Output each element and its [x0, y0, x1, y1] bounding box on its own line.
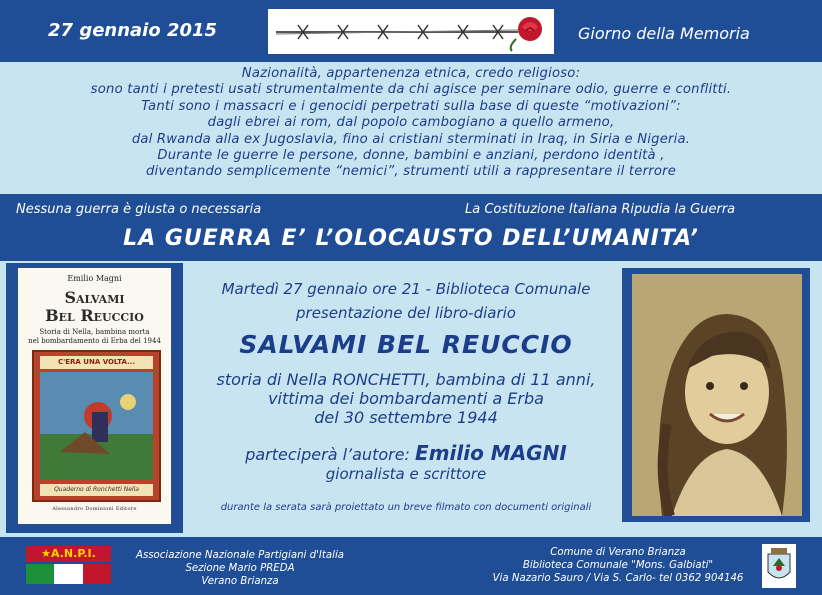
footer-right-line1: Comune di Verano Brianza: [550, 547, 686, 558]
quote-line: Tanti sono i massacri e i genocidi perpetrati sulla base di queste “motivazioni”:: [141, 98, 681, 114]
quote-line: Durante le guerre le persone, donne, bambini e anziani, perdono identità ,: [157, 148, 665, 164]
girl-portrait-icon: [632, 274, 802, 516]
italian-flag-icon: [26, 564, 111, 584]
book-title-line2: Bel Reuccio: [45, 306, 144, 325]
barbed-wire-banner: [268, 9, 554, 54]
town-crest-icon: [762, 544, 796, 588]
fairytale-scene-icon: [40, 372, 153, 480]
event-story-line2: vittima dei bombardamenti a Erba: [268, 389, 544, 408]
slogan-right: La Costituzione Italiana Ripudia la Guerra: [465, 202, 736, 217]
quote-line: dal Rwanda alla ex Jugoslavia, fino ai cristiani sterminati in Iraq, in Siria e Nigeria.: [131, 131, 691, 147]
event-story-line3: del 30 settembre 1944: [314, 408, 498, 427]
quote-line: dagli ebrei ai rom, dal popolo cambogiano a quello armeno,: [207, 115, 615, 131]
book-title-line1: Salvami: [64, 288, 125, 307]
book-publisher: Alessandro Dominioni Editore: [52, 506, 137, 512]
book-author: Emilio Magni: [67, 274, 122, 283]
event-author-line: [190, 441, 622, 465]
event-when: Martedì 27 gennaio ore 21 - Biblioteca Comunale: [221, 280, 591, 298]
quote-line: Nazionalità, appartenenza etnica, credo religioso:: [241, 66, 581, 81]
main-slogan: LA GUERRA E’ L’OLOCAUSTO DELL’UMANITA’: [123, 226, 699, 251]
event-note: durante la serata sarà proiettato un breve filmato con documenti originali: [220, 502, 592, 513]
anpi-logo-text: ★A.N.P.I.: [26, 546, 111, 562]
slogan-left: Nessuna guerra è giusta o necessaria: [16, 202, 262, 217]
quote-line: diventando semplicemente “nemici”, strumenti utili a rappresentare il terrore: [145, 164, 677, 180]
book-subtitle-line2: nel bombardamento di Erba del 1944: [28, 337, 161, 345]
quote-block: [0, 62, 822, 194]
book-cover: [18, 268, 171, 524]
book-footer-banner: Quaderno di Ronchetti Nella: [40, 484, 153, 496]
footer-left-line3: Verano Brianza: [201, 576, 279, 587]
rose-icon: [511, 17, 542, 51]
event-author-prefix: parteciperà l’autore:: [245, 445, 410, 464]
footer-right-line3: Via Nazario Sauro / Via S. Carlo- tel 0362 904146: [492, 573, 744, 584]
portrait-photo: [632, 274, 802, 516]
event-book-title: SALVAMI BEL REUCCIO: [239, 330, 573, 359]
event-author-name: Emilio MAGNI: [415, 441, 567, 465]
header-title: Giorno della Memoria: [578, 24, 750, 43]
anpi-logo: [26, 546, 111, 586]
header-date: 27 gennaio 2015: [48, 20, 218, 41]
event-story-line1: storia di Nella RONCHETTI, bambina di 11 anni,: [216, 370, 596, 389]
book-banner: C'ERA UNA VOLTA...: [40, 356, 153, 369]
event-presentation: presentazione del libro-diario: [296, 304, 516, 322]
book-illustration: [32, 350, 161, 502]
quote-line: sono tanti i pretesti usati strumentalmente da chi agisce per seminare odio, guerre e conflitti.: [90, 82, 732, 98]
book-subtitle-line1: Storia di Nella, bambina morta: [39, 328, 150, 336]
footer-right-line2: Biblioteca Comunale "Mons. Galbiati": [522, 560, 714, 571]
barbed-wire-icon: [268, 9, 554, 54]
footer-left-line1: Associazione Nazionale Partigiani d'Italia: [135, 550, 345, 561]
event-author-role: giornalista e scrittore: [325, 465, 487, 483]
footer-left-line2: Sezione Mario PREDA: [185, 563, 295, 574]
